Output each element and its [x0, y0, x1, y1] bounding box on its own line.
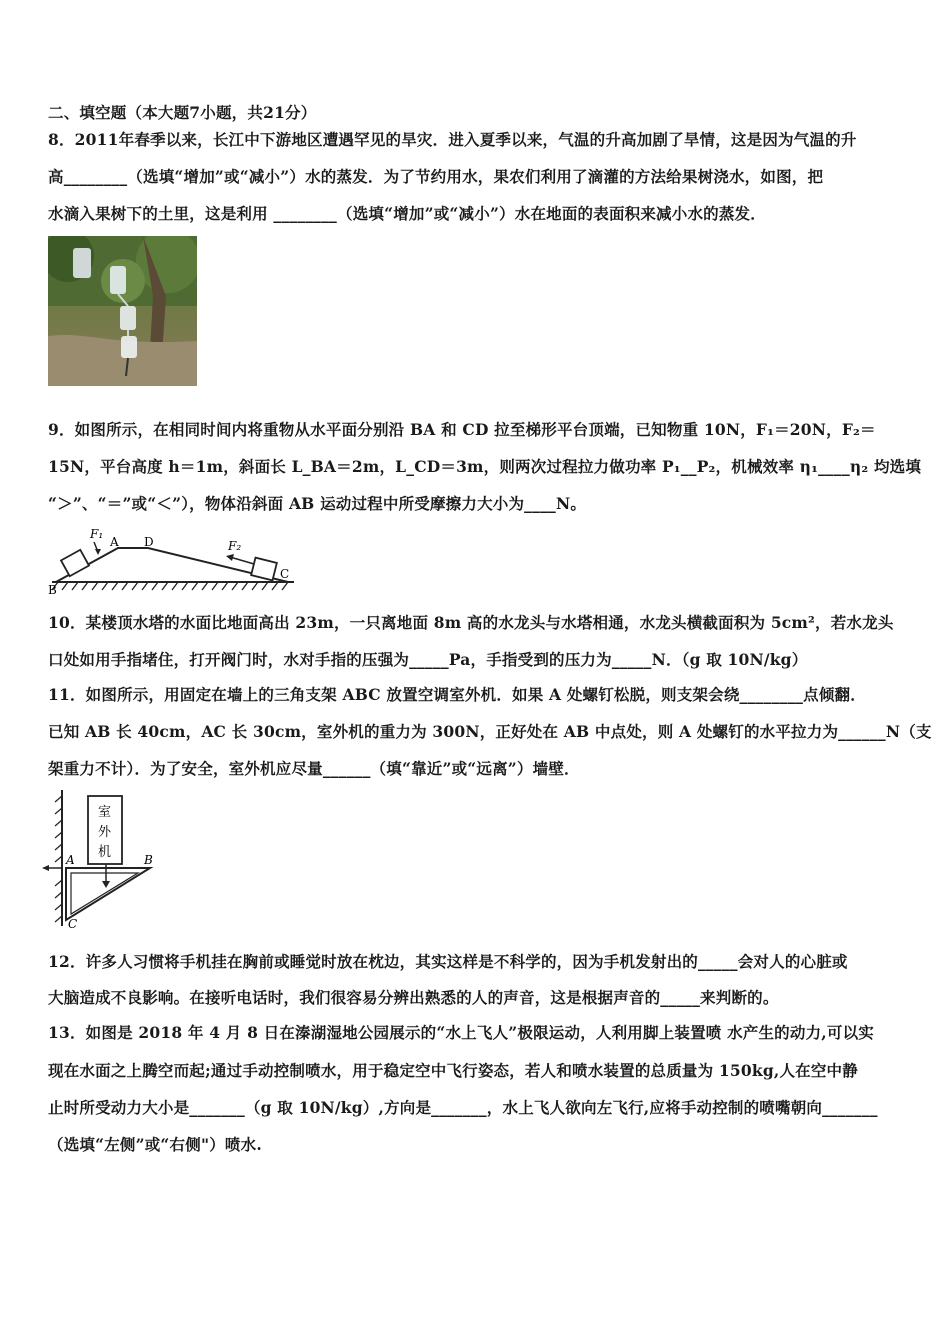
q12-line-2: 大脑造成不良影响。在接听电话时，我们很容易分辨出熟悉的人的声音，这是根据声音的_____来判断的。 [48, 988, 779, 1007]
drip-irrigation-illustration [48, 236, 197, 386]
point-c-label: C [68, 917, 78, 930]
f1-label: F₁ [90, 527, 104, 541]
point-a-label: A [110, 535, 119, 549]
q9-line-1: 9．如图所示，在相同时间内将重物从水平面分别沿 BA 和 CD 拉至梯形平台顶端，已知物重 10N，F₁＝20N，F₂＝ [48, 420, 876, 439]
outdoor-unit-char-1: 室 [98, 805, 112, 820]
q8-line-1: 8．2011年春季以来，长江中下游地区遭遇罕见的旱灾．进入夏季以来，气温的升高加剧了旱情，这是因为气温的升 [48, 130, 857, 149]
q11-line-3: 架重力不计）．为了安全，室外机应尽量______（填“靠近”或“远离”）墙壁． [48, 759, 580, 778]
trapezoid-platform-figure [48, 524, 298, 596]
q10-line-1: 10．某楼顶水塔的水面比地面高出 23m，一只离地面 8m 高的水龙头与水塔相通，水龙头横截面积为 5cm²，若水龙头 [48, 613, 894, 632]
inclined-plane-diagram [48, 524, 298, 596]
point-a-label: A [66, 853, 75, 867]
point-c-label: C [280, 567, 290, 581]
section-title: 二、填空题（本大题7小题，共21分） [48, 103, 317, 122]
ac-bracket-figure [40, 788, 164, 930]
point-d-label: D [144, 535, 154, 549]
tripod-bracket-diagram [40, 788, 164, 930]
q13-line-2: 现在水面之上腾空而起;通过手动控制喷水，用于稳定空中飞行姿态，若人和喷水装置的总质量为 150kg,人在空中静 [48, 1061, 858, 1080]
q9-line-3: “＞”、“＝”或“＜”），物体沿斜面 AB 运动过程中所受摩擦力大小为____N。 [48, 494, 587, 513]
q11-line-1: 11．如图所示，用固定在墙上的三角支架 ABC 放置空调室外机．如果 A 处螺钉松脱，则支架会绕________点倾翻． [48, 685, 866, 704]
outdoor-unit-char-3: 机 [98, 845, 112, 860]
q13-line-1: 13．如图是 2018 年 4 月 8 日在溱湖湿地公园展示的“水上飞人”极限运动，人利用脚上装置喷 水产生的动力,可以实 [48, 1023, 874, 1042]
point-b-label: B [144, 853, 153, 867]
q8-line-2: 高________（选填“增加”或“减小”）水的蒸发．为了节约用水，果农们利用了滴灌的方法给果树浇水，如图，把 [48, 167, 824, 186]
drip-irrigation-photo [48, 236, 197, 386]
outdoor-unit-char-2: 外 [98, 825, 112, 840]
q11-line-2: 已知 AB 长 40cm，AC 长 30cm，室外机的重力为 300N，正好处在 AB 中点处，则 A 处螺钉的水平拉力为______N（支 [48, 722, 932, 741]
q9-line-2: 15N，平台高度 h＝1m，斜面长 L_BA＝2m，L_CD＝3m，则两次过程拉力做功率 P₁__P₂，机械效率 η₁____η₂ 均选填 [48, 457, 922, 476]
q8-line-3: 水滴入果树下的土里，这是利用 ________（选填“增加”或“减小”）水在地面的表面积来减小水的蒸发． [48, 204, 766, 223]
q13-line-4: （选填“左侧”或“右侧"）喷水. [48, 1135, 262, 1154]
q12-line-1: 12．许多人习惯将手机挂在胸前或睡觉时放在枕边，其实这样是不科学的，因为手机发射出的_____会对人的心脏或 [48, 952, 848, 971]
point-b-label: B [48, 583, 57, 596]
q13-line-3: 止时所受动力大小是_______（g 取 10N/kg）,方向是_______，水上飞人欲向左飞行,应将手动控制的喷嘴朝向_______ [48, 1098, 878, 1117]
q10-line-2: 口处如用手指堵住，打开阀门时，水对手指的压强为_____Pa，手指受到的压力为_____N．（g 取 10N/kg） [48, 650, 808, 669]
f2-label: F₂ [228, 539, 242, 553]
